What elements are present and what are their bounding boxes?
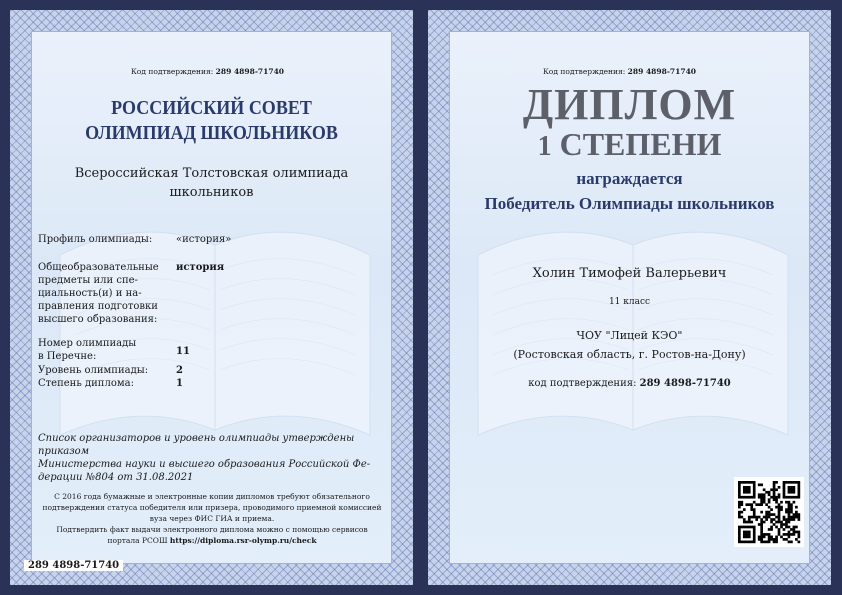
bottom-confirmation-code: 289 4898-71740: [24, 560, 123, 571]
diploma-title: ДИПЛОМ: [522, 80, 737, 129]
confirmation-label: Код подтверждения:: [543, 67, 626, 76]
code-line: [448, 378, 811, 389]
subjects-label-line: циальность(и) и на-: [38, 288, 142, 299]
subjects-label-line: правления подготовки: [38, 301, 158, 312]
portal-text: портала РСОШ: [107, 536, 168, 545]
recipient-name: Холин Тимофей Валерьевич: [532, 266, 727, 281]
degree-number: 1: [537, 131, 552, 162]
subjects-value: история: [176, 262, 225, 273]
diploma-right-page: [428, 10, 831, 585]
confirmation-line: [543, 67, 696, 76]
note-line: Министерства науки и высшего образования Российской Фе-: [38, 459, 371, 470]
council-title: [48, 96, 375, 146]
level-value: 2: [176, 365, 183, 376]
qr-code-image: [734, 477, 804, 547]
note-line: Список организаторов и уровень олимпиады утверждены: [38, 433, 355, 444]
profile-label: Профиль олимпиады:: [38, 234, 153, 245]
legal-line: вуза через ФИС ГИА и приема.: [149, 514, 275, 523]
open-book-watermark: [468, 195, 798, 455]
organizers-note: [38, 432, 378, 484]
diploma-degree: [448, 128, 811, 163]
number-label: [38, 337, 136, 363]
code-label: код подтверждения:: [528, 378, 637, 389]
profile-value: «история»: [176, 234, 232, 245]
diploma-left-page: [10, 10, 413, 585]
confirmation-line: [131, 67, 284, 76]
confirmation-code: 289 4898-71740: [627, 67, 697, 76]
subjects-label: [38, 261, 165, 326]
confirmation-label: Код подтверждения:: [131, 67, 214, 76]
number-label-line: в Перечне:: [38, 351, 97, 362]
olympiad-name: [50, 164, 373, 202]
note-line: дерации №804 от 31.08.2021: [38, 472, 194, 483]
subjects-label-line: предметы или спе-: [38, 275, 138, 286]
legal-line: подтверждения статуса победителя или призера, проводимого приемной комиссией: [42, 503, 382, 512]
note-line: приказом: [38, 446, 89, 457]
confirmation-code: 289 4898-71740: [215, 67, 285, 76]
legal-line: С 2016 года бумажные и электронные копии дипломов требуют обязательного: [54, 492, 370, 501]
subjects-label-line: высшего образования:: [38, 314, 158, 325]
awarded-text: награждается: [576, 169, 683, 188]
school-name: ЧОУ "Лицей КЭО": [576, 329, 683, 342]
legal-notice: [32, 491, 392, 546]
council-line-1: РОССИЙСКИЙ СОВЕТ: [111, 97, 312, 119]
legal-line: Подтвердить факт выдачи электронного диплома можно с помощью сервисов: [56, 525, 368, 534]
school-location: (Ростовская область, г. Ростов-на-Дону): [513, 348, 746, 361]
winner-text: Победитель Олимпиады школьников: [484, 194, 775, 213]
code-value: 289 4898-71740: [639, 378, 731, 389]
level-label: Уровень олимпиады:: [38, 365, 149, 376]
olympiad-name-line-1: Всероссийская Толстовская олимпиада: [74, 166, 349, 181]
portal-line: [32, 535, 392, 546]
number-label-line: Номер олимпиады: [38, 338, 137, 349]
degree-value: 1: [176, 378, 183, 389]
subjects-label-line: Общеобразовательные: [38, 262, 159, 273]
portal-link[interactable]: https://diploma.rsr-olymp.ru/check: [169, 536, 317, 545]
degree-word: СТЕПЕНИ: [559, 126, 722, 162]
degree-label: Степень диплома:: [38, 378, 134, 389]
number-value: 11: [176, 346, 190, 357]
grade: 11 класс: [608, 297, 651, 307]
qr-code: [734, 477, 804, 547]
olympiad-name-line-2: школьников: [169, 185, 254, 200]
council-line-2: ОЛИМПИАД ШКОЛЬНИКОВ: [85, 122, 338, 144]
